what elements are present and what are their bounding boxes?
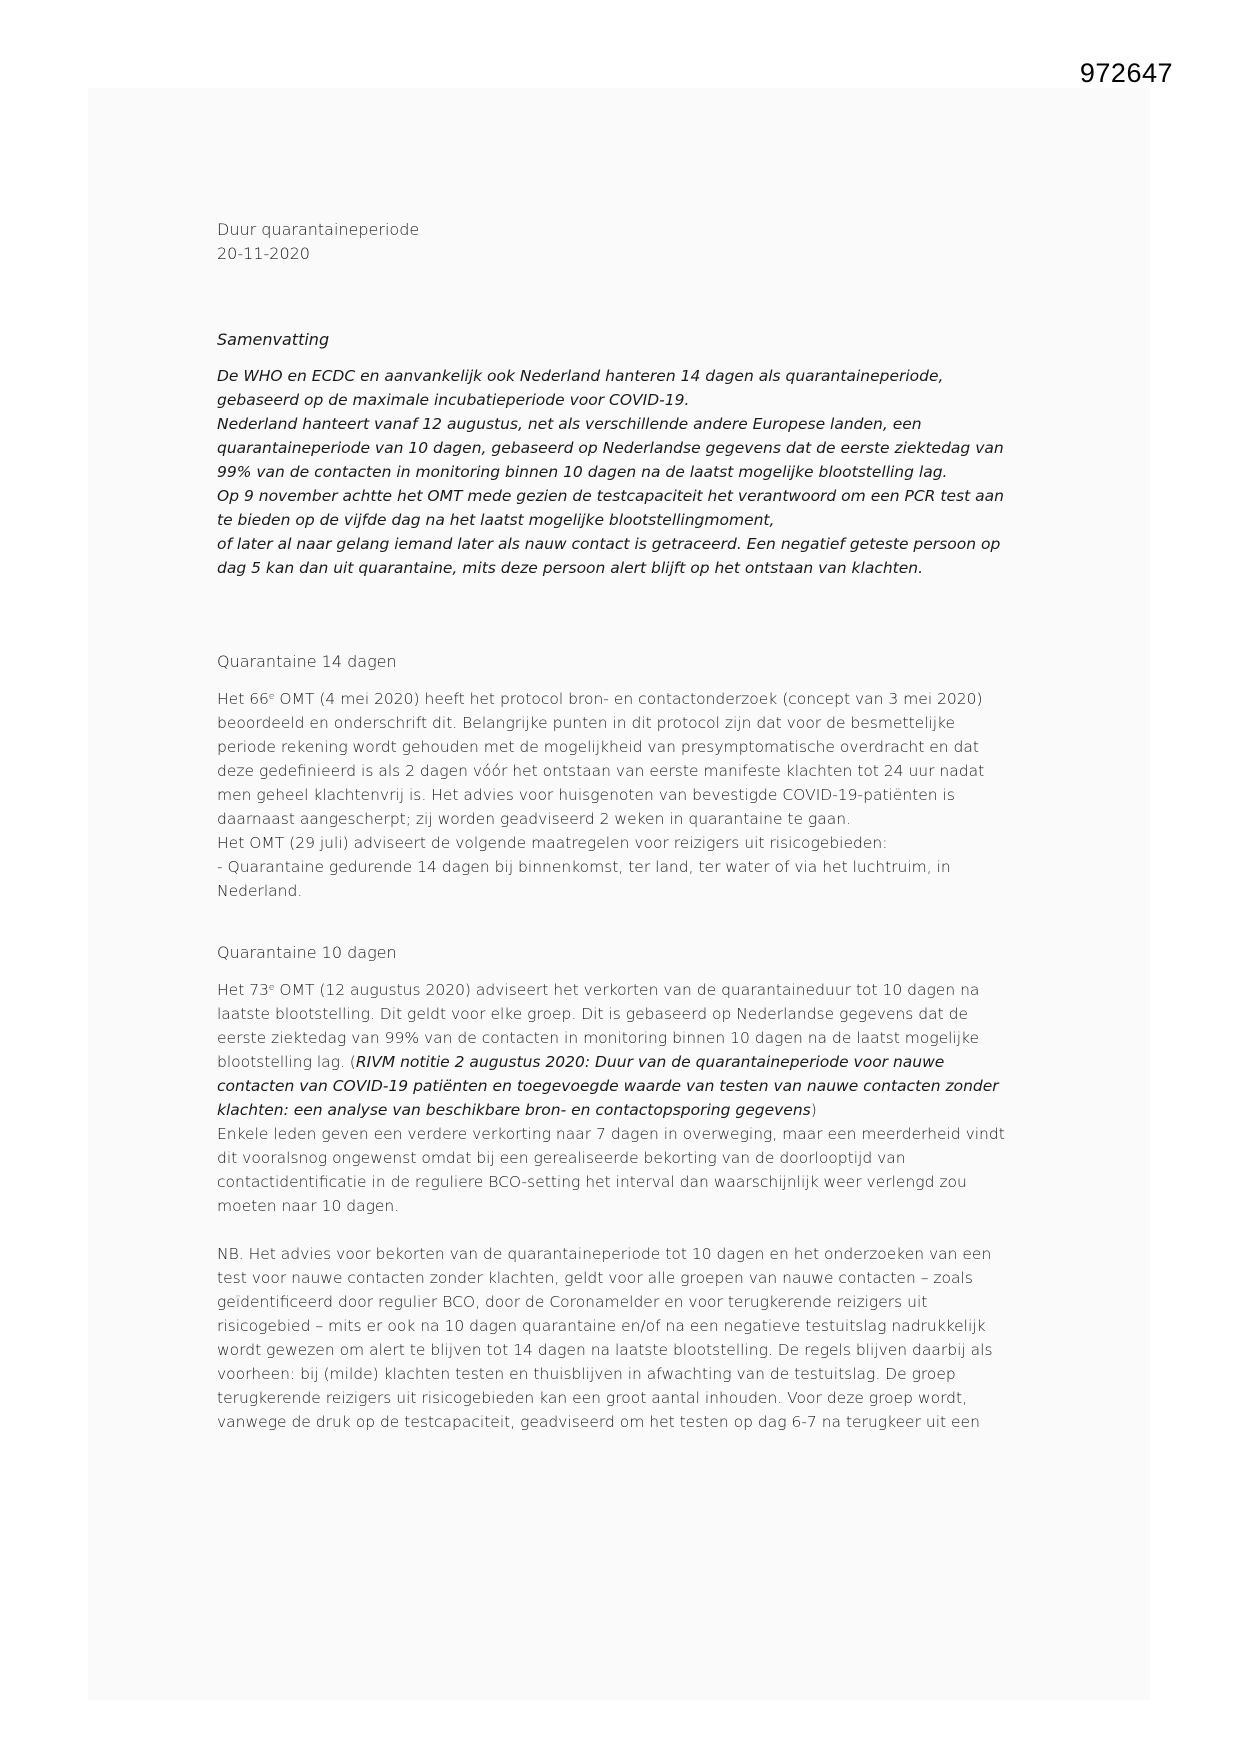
section-10-note-paragraph: NB. Het advies voor bekorten van de quarantaineperiode tot 10 dagen en het onderzoeken van een test voor nauwe contacten zonder klachten, geldt voor alle groepen van nauwe contacten – zoals geïdentificeerd door regulier BCO, door de Coronamelder en voor terugkerende reizigers uit risicogebied – mits er ook na 10 dagen quarantaine en/of na een negatieve testuitslag nadrukkelijk wordt gewezen om alert te blijven tot 14 dagen na laatste blootstelling. De regels blijven daarbij als voorheen: bij (milde) klachten testen en thuisblijven in afwachting van de testuitslag. De groep terugkerende reizigers uit risicogebieden kan een groot aantal inhouden. Voor deze groep wordt, vanwege de druk op de testcapaciteit, geadviseerd om het testen op dag 6-7 na terugkeer uit een	[217, 1245, 993, 1431]
section-10-paragraph: Het 73e OMT (12 augustus 2020) adviseert het verkorten van de quarantaineduur tot 10 dagen na laatste blootstelling. Dit geldt voor elke groep. Dit is gebaseerd op Nederlandse gegevens dat de eerste ziektedag van 99% van de contacten in monitoring binnen 10 dagen na de laatst mogelijke blootstelling lag. (RIVM notitie 2 augustus 2020: Duur van de quarantaineperiode voor nauwe contacten van COVID-19 patiënten en toegevoegde waarde van testen van nauwe contacten zonder klachten: een analyse van beschikbare bron- en contactopsporing gegevens)	[217, 981, 999, 1119]
document-body	[217, 218, 1017, 1434]
summary-paragraph: Op 9 november achtte het OMT mede gezien de testcapaciteit het verantwoord om een PCR test aan te bieden op de vijfde dag na het laatst mogelijke blootstellingmoment,	[217, 487, 1004, 529]
document-date: 20-11-2020	[217, 244, 310, 263]
summary-paragraph: of later al naar gelang iemand later als nauw contact is getraceerd. Een negatief geteste persoon op dag 5 kan dan uit quarantaine, mits deze persoon alert blijft op het ontstaan van klachten.	[217, 535, 1001, 577]
summary-paragraph: De WHO en ECDC en aanvankelijk ook Nederland hanteren 14 dagen als quarantaineperiode, gebaseerd op de maximale incubatieperiode voor COVID-19.	[217, 367, 944, 409]
summary-heading: Samenvatting	[217, 330, 330, 349]
section-14-list-item: - Quarantaine gedurende 14 dagen bij binnenkomst, ter land, ter water of via het luchtruim, in Nederland.	[217, 858, 951, 900]
section-10-paragraph: Enkele leden geven een verdere verkorting naar 7 dagen in overweging, maar een meerderheid vindt dit vooralsnog ongewenst omdat bij een gerealiseerde bekorting van de doorlooptijd van contactidentificatie in de reguliere BCO-setting het interval dan waarschijnlijk weer verlengd zou moeten naar 10 dagen.	[217, 1125, 1005, 1215]
document-title: Duur quarantaineperiode	[217, 220, 420, 239]
document-number: 972647	[1079, 58, 1173, 88]
section-14-paragraph: Het OMT (29 juli) adviseert de volgende maatregelen voor reizigers uit risicogebieden:	[217, 834, 888, 852]
rivm-reference: RIVM notitie 2 augustus 2020: Duur van de quarantaineperiode voor nauwe contacten van COVID-19 patiënten en toegevoegde waarde van testen van nauwe contacten zonder klachten: een analyse van beschikbare bron- en contactopsporing gegevens	[217, 1053, 999, 1119]
summary-paragraph: Nederland hanteert vanaf 12 augustus, net als verschillende andere Europese landen, een quarantaineperiode van 10 dagen, gebaseerd op Nederlandse gegevens dat de eerste ziektedag van 99% van de contacten in monitoring binnen 10 dagen na de laatst mogelijke blootstelling lag.	[217, 415, 1004, 481]
section-heading-14-dagen: Quarantaine 14 dagen	[217, 652, 397, 671]
section-14-paragraph: Het 66e OMT (4 mei 2020) heeft het protocol bron- en contactonderzoek (concept van 3 mei 2020) beoordeeld en onderschrift dit. Belangrijke punten in dit protocol zijn dat voor de besmettelijke periode rekening wordt gehouden met de mogelijkheid van presymptomatische overdracht en dat deze gedefinieerd is als 2 dagen vóór het ontstaan van eerste manifeste klachten tot 24 uur nadat men geheel klachtenvrij is. Het advies voor huisgenoten van bevestigde COVID-19-patiënten is daarnaast aangescherpt; zij worden geadviseerd 2 weken in quarantaine te gaan.	[217, 690, 985, 828]
section-heading-10-dagen: Quarantaine 10 dagen	[217, 943, 397, 962]
